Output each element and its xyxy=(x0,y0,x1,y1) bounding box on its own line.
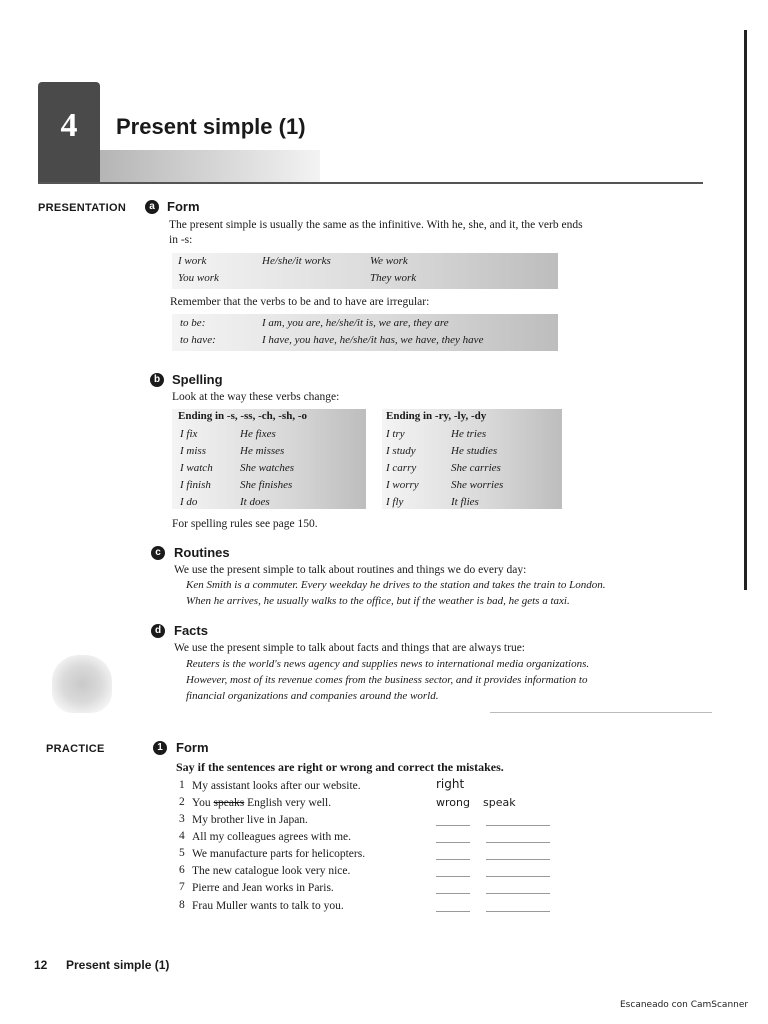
spelling-cell: She carries xyxy=(451,462,501,474)
irregular-verb: to have: xyxy=(180,334,216,346)
spelling-note: For spelling rules see page 150. xyxy=(172,518,318,530)
facts-heading: Facts xyxy=(174,623,208,638)
spelling-cell: I study xyxy=(386,445,416,457)
decorative-leaf-image xyxy=(52,655,112,713)
correction-line[interactable] xyxy=(486,825,550,826)
item-number: 4 xyxy=(179,830,185,842)
form-heading: Form xyxy=(167,199,200,214)
irregular-verb: to be: xyxy=(180,317,206,329)
item-number: 7 xyxy=(179,881,185,893)
item-text: My brother live in Japan. xyxy=(192,814,308,826)
spelling-cell: I do xyxy=(180,496,198,508)
spelling-left-shade xyxy=(172,409,366,509)
presentation-label: PRESENTATION xyxy=(38,202,127,214)
form-intro-line-1: The present simple is usually the same as the infinitive. With he, she, and it, the verb ends xyxy=(169,219,583,231)
footer-title: Present simple (1) xyxy=(66,958,170,972)
routines-example-2: When he arrives, he usually walks to the office, but if the weather is bad, he gets a taxi. xyxy=(186,595,570,607)
binder-edge xyxy=(744,30,747,590)
form-table-cell: We work xyxy=(370,255,408,267)
item-text: We manufacture parts for helicopters. xyxy=(192,848,366,860)
routines-example-1: Ken Smith is a commuter. Every weekday he drives to the station and takes the train to London. xyxy=(186,579,606,591)
spelling-cell: I worry xyxy=(386,479,419,491)
item-text: All my colleagues agrees with me. xyxy=(192,831,352,843)
spelling-cell: I carry xyxy=(386,462,417,474)
facts-example-3: financial organizations and companies around the world. xyxy=(186,690,439,702)
spelling-cell: She finishes xyxy=(240,479,293,491)
correction-line[interactable] xyxy=(486,859,550,860)
form-table-cell: He/she/it works xyxy=(262,255,331,267)
spelling-cell: He misses xyxy=(240,445,285,457)
spelling-cell: He tries xyxy=(451,428,487,440)
spelling-cell: He fixes xyxy=(240,428,276,440)
item-text: Pierre and Jean works in Paris. xyxy=(192,882,334,894)
answer-line[interactable] xyxy=(436,911,470,912)
irregular-forms: I am, you are, he/she/it is, we are, they are xyxy=(262,317,449,329)
correction-line[interactable] xyxy=(486,876,550,877)
section-badge-routines: c xyxy=(151,546,165,560)
section-rule xyxy=(490,712,712,713)
section-badge-facts: d xyxy=(151,624,165,638)
spelling-cell: I watch xyxy=(180,462,213,474)
answer-line[interactable] xyxy=(436,876,470,877)
correction-line[interactable] xyxy=(486,842,550,843)
item-text: The new catalogue look very nice. xyxy=(192,865,351,877)
page-title: Present simple (1) xyxy=(116,114,306,139)
irregular-forms: I have, you have, he/she/it has, we have, they have xyxy=(262,334,484,346)
spelling-heading: Spelling xyxy=(172,372,223,387)
spelling-right-header: Ending in -ry, -ly, -dy xyxy=(386,410,487,422)
facts-example-2: However, most of its revenue comes from the business sector, and it provides information to xyxy=(186,674,588,686)
item-answer-handwritten[interactable]: wrong xyxy=(436,796,470,809)
item-number: 2 xyxy=(179,796,185,808)
answer-line[interactable] xyxy=(436,893,470,894)
struck-word: speaks xyxy=(213,797,245,809)
spelling-cell: I try xyxy=(386,428,405,440)
spelling-cell: He studies xyxy=(451,445,498,457)
spelling-cell: It flies xyxy=(451,496,479,508)
item-number: 8 xyxy=(179,899,185,911)
item-text: Frau Muller wants to talk to you. xyxy=(192,900,344,912)
exercise-badge: 1 xyxy=(153,741,167,755)
item-answer-handwritten[interactable]: right xyxy=(436,777,465,791)
item-number: 3 xyxy=(179,813,185,825)
item-number: 5 xyxy=(179,847,185,859)
spelling-cell: I fly xyxy=(386,496,404,508)
section-badge-spelling: b xyxy=(150,373,164,387)
item-correction-handwritten[interactable]: speak xyxy=(483,796,516,809)
section-badge-form: a xyxy=(145,200,159,214)
item-text: My assistant looks after our website. xyxy=(192,780,361,792)
facts-example-1: Reuters is the world's news agency and supplies news to international media organizations. xyxy=(186,658,590,670)
spelling-cell: It does xyxy=(240,496,270,508)
spelling-right-shade xyxy=(382,409,562,509)
scanner-watermark: Escaneado con CamScanner xyxy=(620,1000,749,1010)
form-table-cell: You work xyxy=(178,272,219,284)
unit-number-block: 4 xyxy=(38,82,100,182)
form-table-cell: I work xyxy=(178,255,207,267)
header-gradient xyxy=(100,150,320,182)
exercise-heading: Form xyxy=(176,740,209,755)
spelling-left-header: Ending in -s, -ss, -ch, -sh, -o xyxy=(178,410,307,422)
irregular-intro: Remember that the verbs to be and to have are irregular: xyxy=(170,296,430,308)
item-text: You speaks English very well. xyxy=(192,797,332,809)
page-number: 12 xyxy=(34,958,48,972)
practice-label: PRACTICE xyxy=(46,743,105,755)
answer-line[interactable] xyxy=(436,825,470,826)
answer-line[interactable] xyxy=(436,842,470,843)
form-intro-line-2: in -s: xyxy=(169,234,193,246)
spelling-cell: I fix xyxy=(180,428,198,440)
answer-line[interactable] xyxy=(436,859,470,860)
spelling-cell: I finish xyxy=(180,479,211,491)
routines-intro: We use the present simple to talk about routines and things we do every day: xyxy=(174,564,527,576)
item-number: 1 xyxy=(179,779,185,791)
spelling-cell: She worries xyxy=(451,479,504,491)
spelling-intro: Look at the way these verbs change: xyxy=(172,391,340,403)
item-number: 6 xyxy=(179,864,185,876)
spelling-cell: I miss xyxy=(180,445,206,457)
facts-intro: We use the present simple to talk about facts and things that are always true: xyxy=(174,642,525,654)
routines-heading: Routines xyxy=(174,545,230,560)
header-rule xyxy=(38,182,703,184)
correction-line[interactable] xyxy=(486,911,550,912)
form-table-cell: They work xyxy=(370,272,417,284)
spelling-cell: She watches xyxy=(240,462,295,474)
exercise-instruction: Say if the sentences are right or wrong and correct the mistakes. xyxy=(176,760,504,774)
correction-line[interactable] xyxy=(486,893,550,894)
form-table-shade xyxy=(172,253,558,289)
